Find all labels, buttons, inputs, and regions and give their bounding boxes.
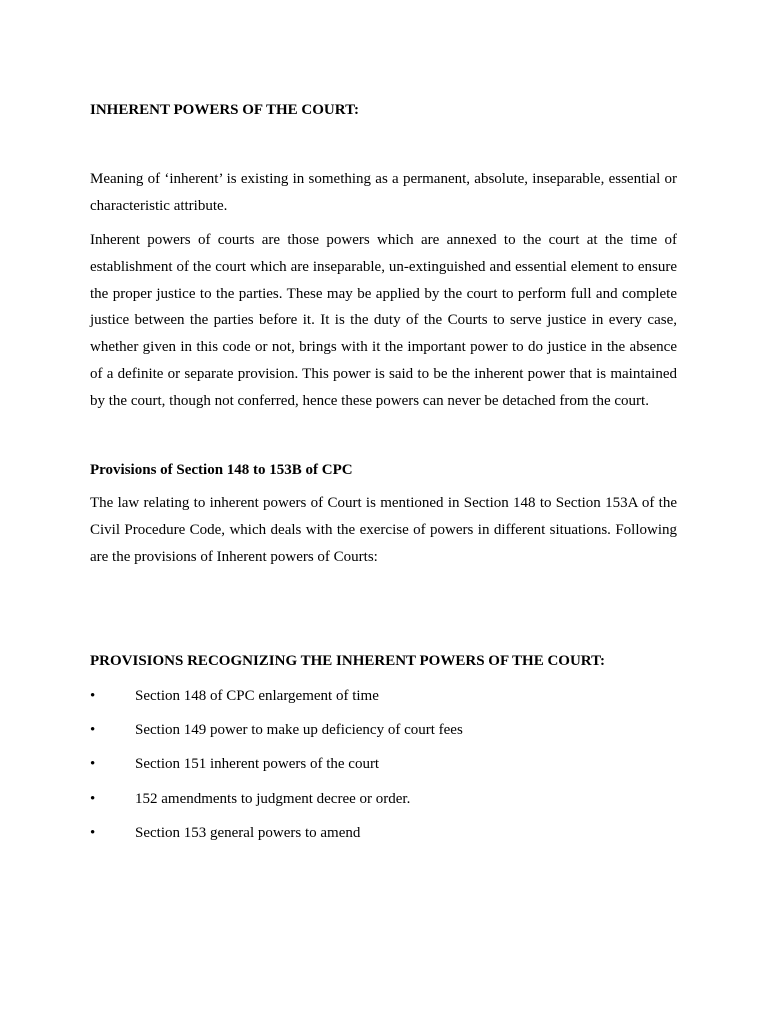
paragraph-meaning: Meaning of ‘inherent’ is existing in something as a permanent, absolute, inseparable, essential or characteristic attribute.	[90, 171, 677, 214]
document-title: INHERENT POWERS OF THE COURT:	[90, 102, 359, 118]
section-heading: Provisions of Section 148 to 153B of CPC	[90, 462, 353, 478]
paragraph-law: The law relating to inherent powers of Court is mentioned in Section 148 to Section 153A of the Civil Procedure Code, which deals with the exercise of powers in different situations. Following are the provisions of Inherent powers of Courts:	[90, 495, 677, 565]
bullet-icon: •	[90, 688, 96, 704]
bullet-icon: •	[90, 722, 96, 738]
list-heading: PROVISIONS RECOGNIZING THE INHERENT POWERS OF THE COURT:	[90, 653, 605, 669]
list-item	[90, 789, 677, 809]
list-item-text: Section 148 of CPC enlargement of time	[135, 688, 379, 704]
bullet-icon: •	[90, 791, 96, 807]
paragraph-definition: Inherent powers of courts are those powers which are annexed to the court at the time of establishment of the court which are inseparable, un-extinguished and essential element to ensure the proper justice to the parties. These may be applied by the court to perform full and complete justice between the parties before it. It is the duty of the Courts to serve justice in every case, whether given in this code or not, brings with it the important power to do justice in the absence of a definite or separate provision. This power is said to be the inherent power that is maintained by the court, though not conferred, hence these powers can never be detached from the court.	[90, 232, 677, 409]
list-item	[90, 754, 677, 774]
bullet-icon: •	[90, 825, 96, 841]
list-item-text: Section 151 inherent powers of the court	[135, 756, 380, 772]
list-item-text: Section 153 general powers to amend	[135, 825, 361, 841]
bullet-icon: •	[90, 756, 96, 772]
list-item	[90, 720, 677, 740]
list-item	[90, 686, 677, 706]
list-item-text: Section 149 power to make up deficiency of court fees	[135, 722, 463, 738]
list-item	[90, 823, 677, 843]
list-item-text: 152 amendments to judgment decree or order.	[135, 791, 411, 807]
